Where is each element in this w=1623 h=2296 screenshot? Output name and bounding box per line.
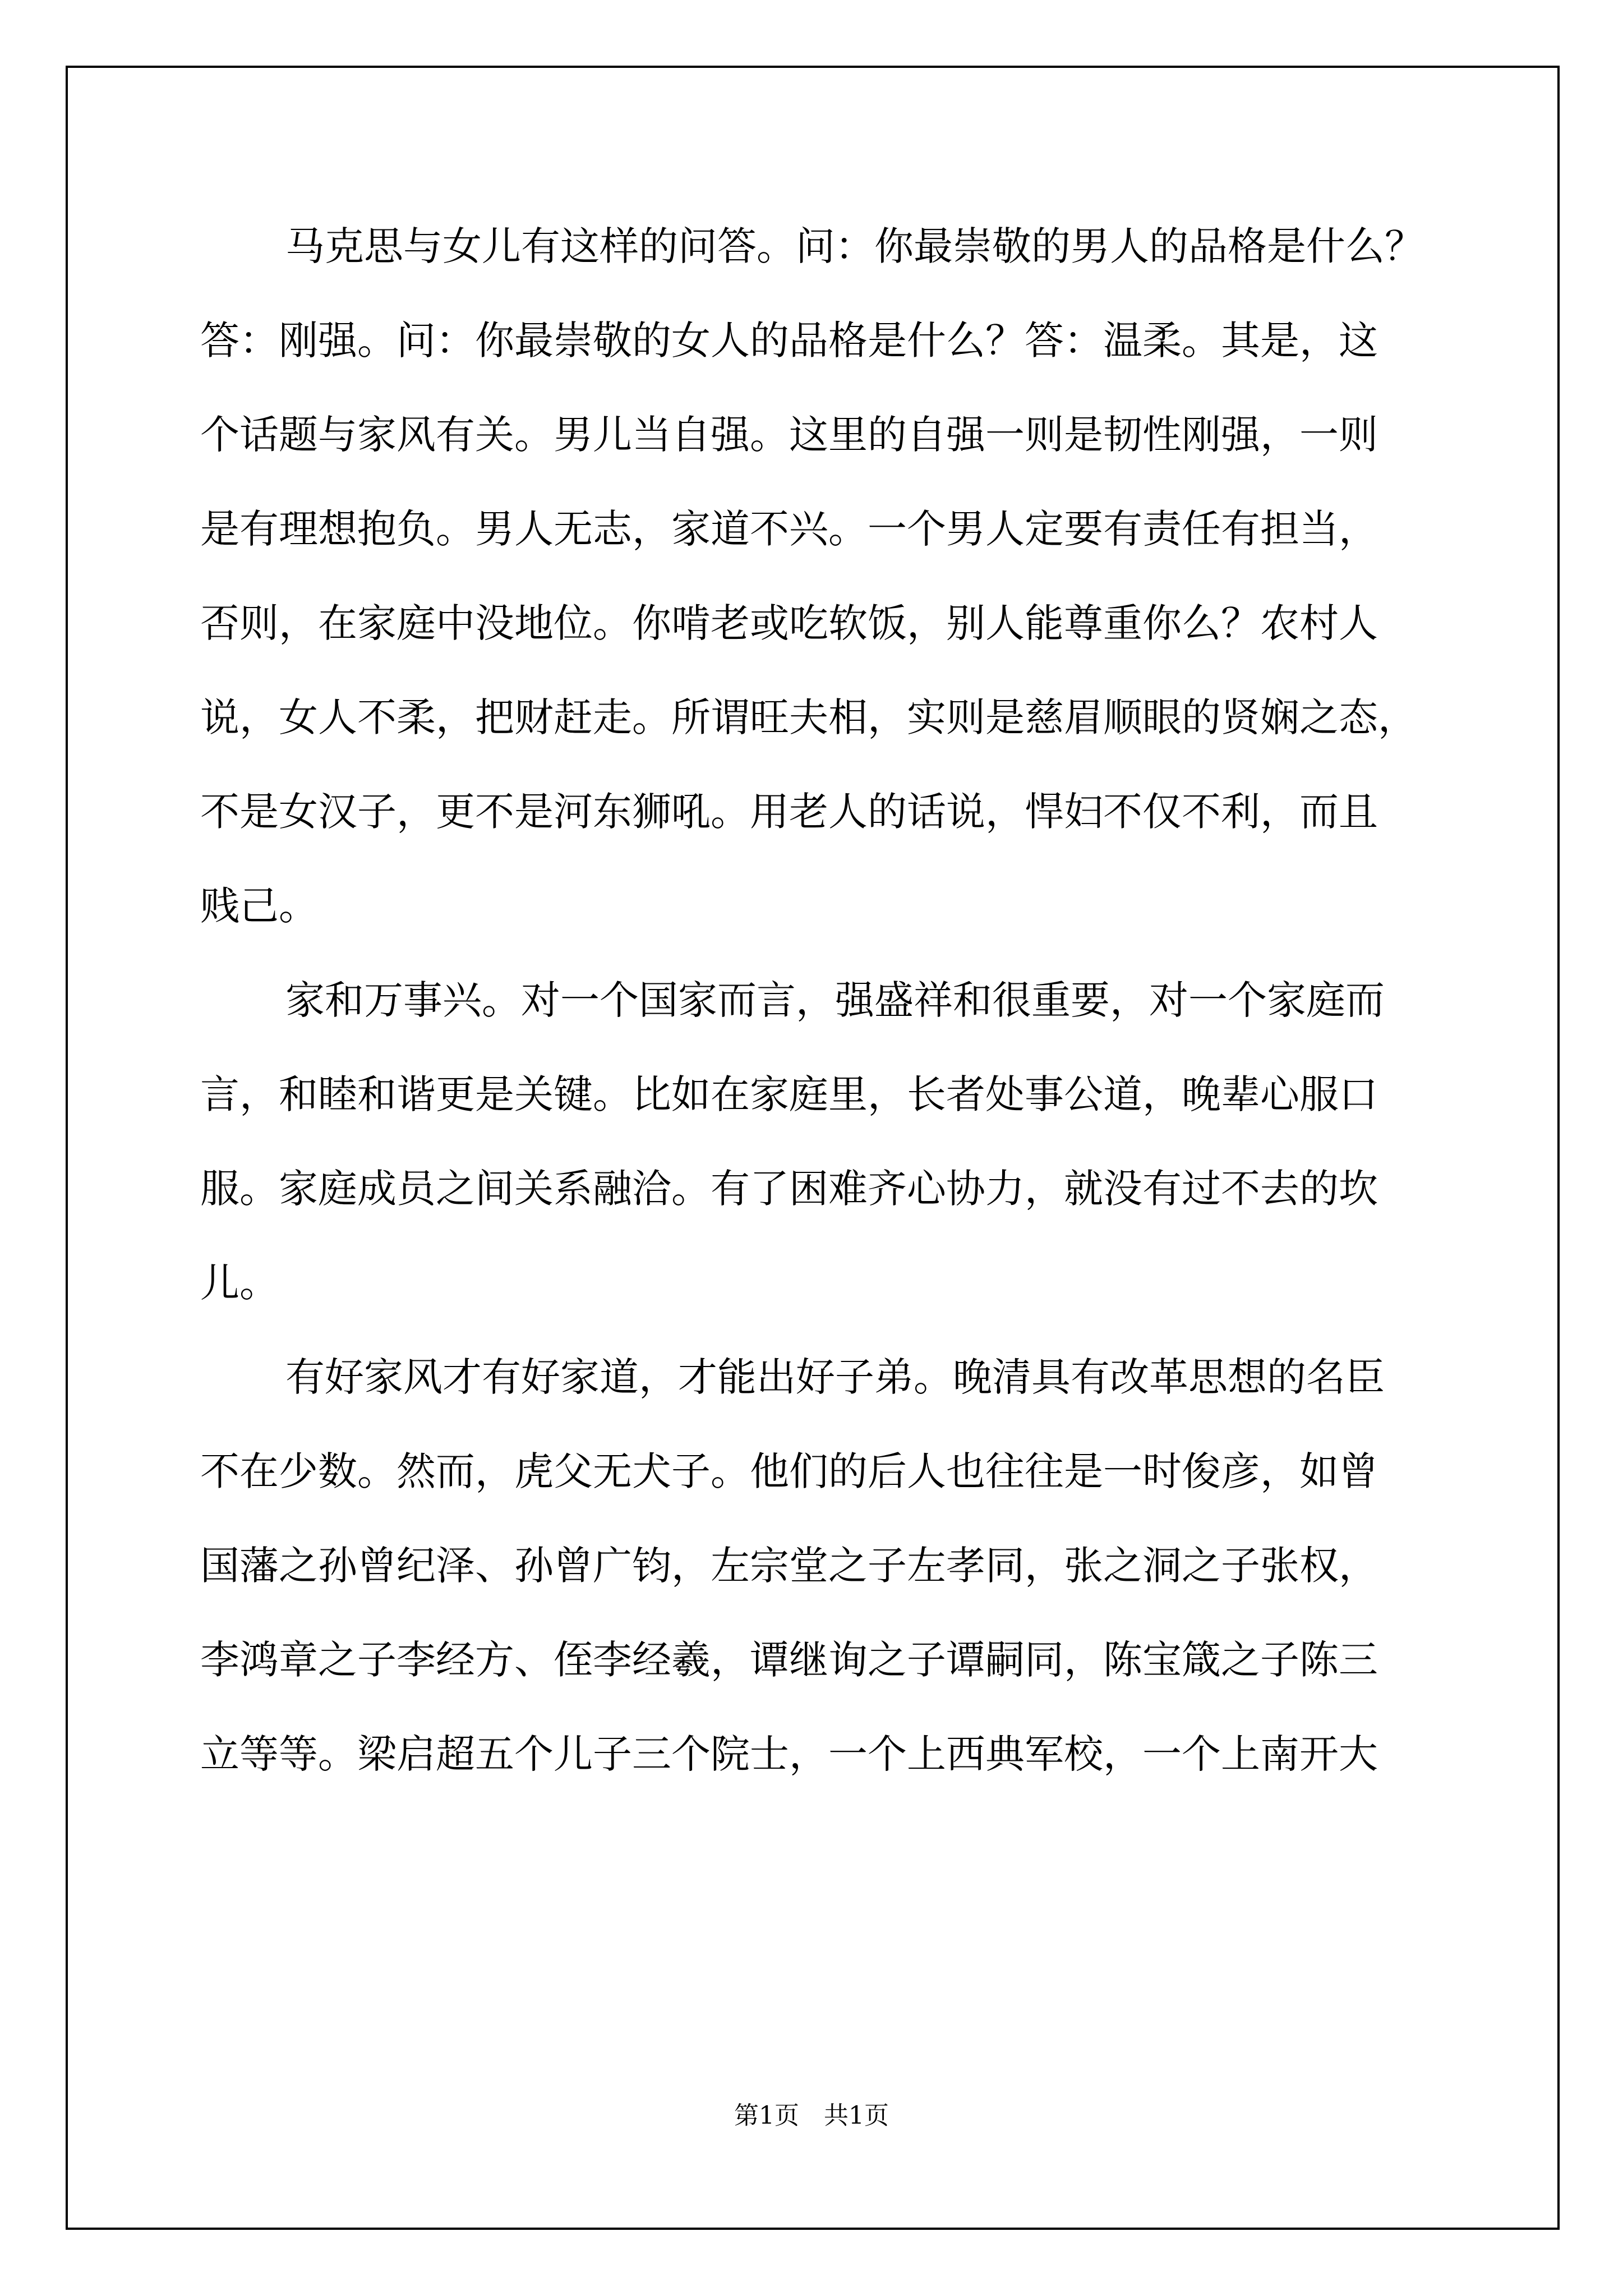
paragraph-line: 李鸿章之子李经方、侄李经羲，谭继询之子谭嗣同，陈宝箴之子陈三 xyxy=(200,1637,1378,1683)
paragraph-line: 国藩之孙曾纪泽、孙曾广钧，左宗堂之子左孝同，张之洞之子张权， xyxy=(200,1543,1378,1589)
paragraph-line: 答：刚强。问：你最崇敬的女人的品格是什么？答：温柔。其是，这 xyxy=(200,318,1378,364)
paragraph-line: 贱己。 xyxy=(200,883,318,929)
paragraph-line: 服。家庭成员之间关系融洽。有了困难齐心协力，就没有过不去的坎 xyxy=(200,1166,1378,1212)
paragraph-line: 不是女汉子，更不是河东狮吼。用老人的话说，悍妇不仅不利，而且 xyxy=(200,789,1378,835)
paragraph-line: 说，女人不柔，把财赶走。所谓旺夫相，实则是慈眉顺眼的贤娴之态， xyxy=(200,694,1417,740)
page-number-footer: 第1页 共1页 xyxy=(734,2101,889,2130)
paragraph-line: 个话题与家风有关。男儿当自强。这里的自强一则是韧性刚强，一则 xyxy=(200,412,1378,458)
paragraph-line: 家和万事兴。对一个国家而言，强盛祥和很重要，对一个家庭而 xyxy=(285,977,1385,1023)
paragraph-line: 有好家风才有好家道，才能出好子弟。晚清具有改革思想的名臣 xyxy=(285,1354,1385,1400)
paragraph-line: 言，和睦和谐更是关键。比如在家庭里，长者处事公道，晚辈心服口 xyxy=(200,1071,1378,1117)
paragraph-line: 是有理想抱负。男人无志，家道不兴。一个男人定要有责任有担当， xyxy=(200,506,1378,552)
paragraph-line: 儿。 xyxy=(200,1260,279,1306)
paragraph-line: 马克思与女儿有这样的问答。问：你最崇敬的男人的品格是什么？ xyxy=(285,223,1424,269)
document-body xyxy=(200,199,1440,1801)
paragraph-line: 立等等。梁启超五个儿子三个院士，一个上西典军校，一个上南开大 xyxy=(200,1731,1378,1777)
paragraph-line: 不在少数。然而，虎父无犬子。他们的后人也往往是一时俊彦，如曾 xyxy=(200,1448,1378,1494)
paragraph-line: 否则，在家庭中没地位。你啃老或吃软饭，别人能尊重你么？农村人 xyxy=(200,600,1378,646)
